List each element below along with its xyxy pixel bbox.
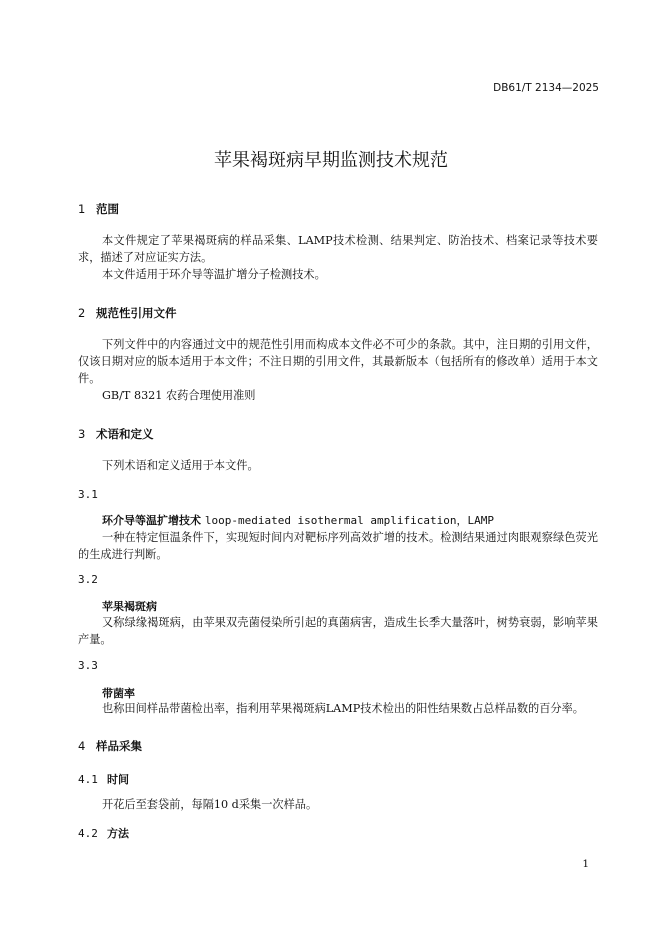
- section-1-heading: [78, 201, 119, 217]
- section-3-heading: [78, 426, 154, 442]
- subsection-4-2-heading: [78, 825, 129, 841]
- section-title: 样品采集: [96, 739, 142, 753]
- section-4-heading: [78, 738, 142, 754]
- section-1-paragraph-1: 本文件规定了苹果褐斑病的样品采集、LAMP技术检测、结果判定、防治技术、档案记录等技术要求，描述了对应证实方法。: [78, 234, 598, 264]
- subsection-number: 4.2: [78, 827, 98, 840]
- clause-3-2-number: 3.2: [78, 573, 98, 586]
- term-3-3: 带菌率: [102, 687, 135, 700]
- term-3-1-definition: 一种在特定恒温条件下，实现短时间内对靶标序列高效扩增的技术。检测结果通过肉眼观察绿色荧光的生成进行判断。: [78, 531, 598, 561]
- term-3-2-definition: 又称绿缘褐斑病，由苹果双壳菌侵染所引起的真菌病害，造成生长季大量落叶，树势衰弱，影响苹果产量。: [78, 616, 598, 646]
- section-number: 1: [78, 202, 86, 216]
- section-1-paragraph-2: 本文件适用于环介导等温扩增分子检测技术。: [102, 268, 326, 281]
- subsection-number: 4.1: [78, 773, 98, 786]
- subsection-4-1-paragraph: 开花后至套袋前，每隔10 d采集一次样品。: [102, 798, 318, 811]
- section-2-paragraph-1: 下列文件中的内容通过文中的规范性引用而构成本文件必不可少的条款。其中，注日期的引用文件，仅该日期对应的版本适用于本文件；不注日期的引用文件，其最新版本（包括所有的修改单）适用于本文件。: [78, 338, 598, 385]
- term-name: 环介导等温扩增技术: [102, 514, 201, 527]
- standard-number: DB61/T 2134—2025: [493, 82, 599, 94]
- section-title: 范围: [96, 202, 119, 216]
- section-number: 2: [78, 306, 86, 320]
- section-title: 规范性引用文件: [96, 306, 177, 320]
- term-3-1: [102, 512, 494, 528]
- subsection-title: 时间: [107, 773, 129, 786]
- section-number: 4: [78, 739, 86, 753]
- section-2-heading: [78, 305, 177, 321]
- subsection-4-1-heading: [78, 771, 129, 787]
- section-title: 术语和定义: [96, 427, 154, 441]
- document-title: 苹果褐斑病早期监测技术规范: [214, 150, 448, 171]
- term-3-3-definition: 也称田间样品带菌检出率，指利用苹果褐斑病LAMP技术检出的阳性结果数占总样品数的百分率。: [102, 702, 584, 715]
- term-english: loop-mediated isothermal amplification，LAMP: [204, 514, 494, 527]
- page-number: 1: [582, 858, 589, 870]
- section-3-paragraph-1: 下列术语和定义适用于本文件。: [102, 459, 259, 472]
- section-number: 3: [78, 427, 86, 441]
- clause-3-3-number: 3.3: [78, 659, 98, 672]
- term-3-2: 苹果褐斑病: [102, 600, 157, 613]
- subsection-title: 方法: [107, 827, 129, 840]
- normative-reference: GB/T 8321 农药合理使用准则: [102, 389, 256, 402]
- clause-3-1-number: 3.1: [78, 488, 98, 501]
